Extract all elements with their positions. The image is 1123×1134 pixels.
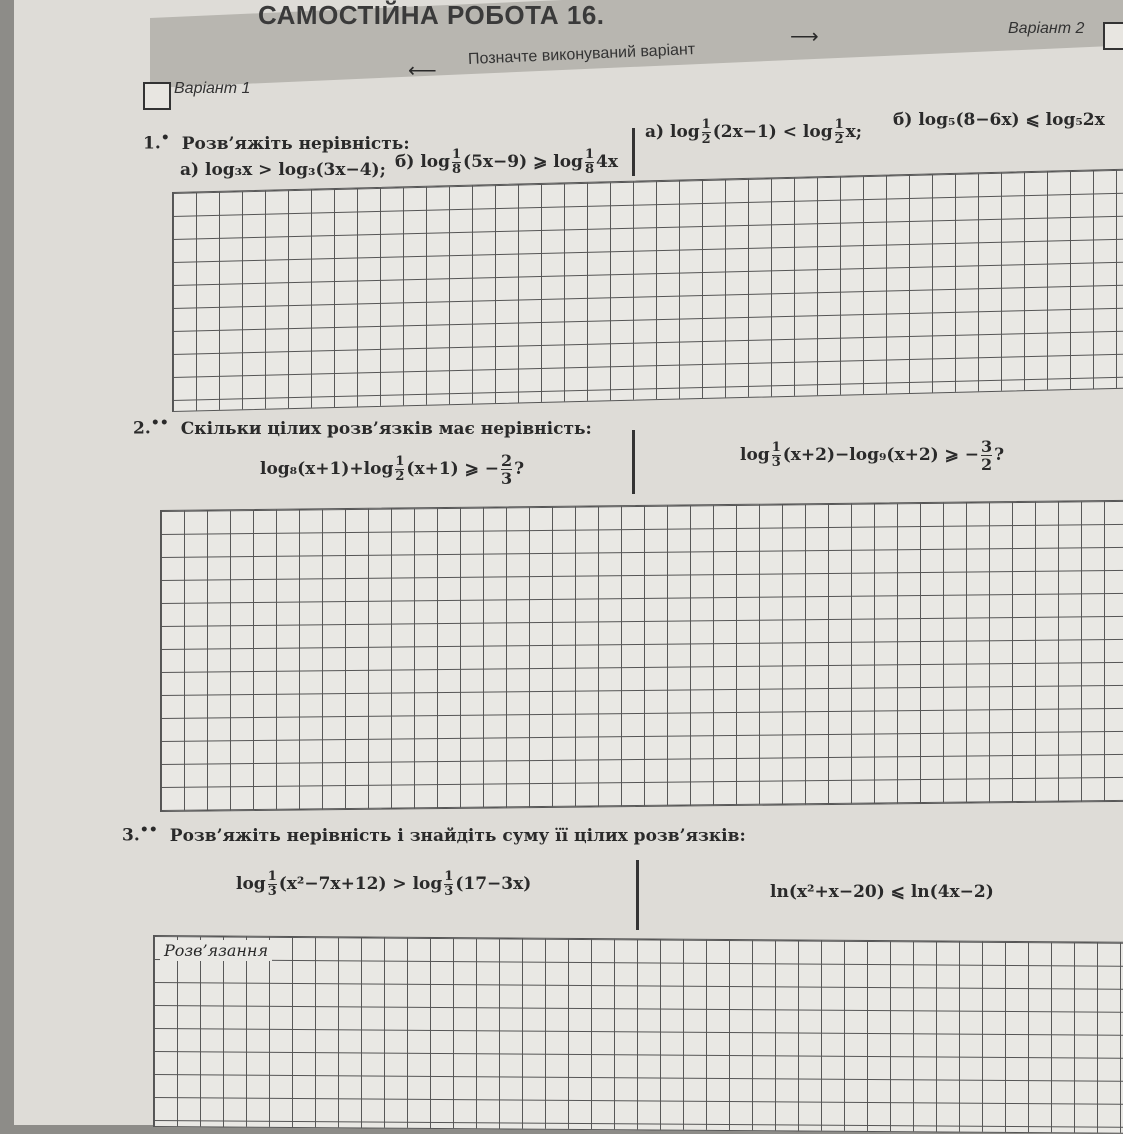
task1-v2-a-base2: $\frac{1}{2}$ bbox=[834, 117, 844, 147]
task1-prompt: Розв’яжіть нерівність: bbox=[181, 133, 410, 154]
variant2-checkbox[interactable] bbox=[1103, 22, 1123, 50]
task2-v1-mid: (x+1) ⩾ − bbox=[406, 459, 500, 479]
task3-v1-mid: (x²−7x+12) > log bbox=[278, 874, 443, 894]
task3-v1-base2: $\frac{1}{3}$ bbox=[444, 869, 454, 899]
task2-v1-formula bbox=[260, 452, 524, 487]
task2-heading bbox=[133, 415, 592, 439]
task3-divider bbox=[636, 860, 639, 930]
task3-v1-left: log bbox=[236, 874, 266, 894]
task2-v1-base: $\frac{1}{2}$ bbox=[395, 454, 405, 484]
task3-v1-right: (17−3x) bbox=[455, 874, 532, 894]
task3-v1-formula bbox=[236, 870, 531, 899]
task1-v1-b-left: log bbox=[420, 152, 450, 172]
task2-v1-end: ? bbox=[514, 459, 525, 479]
task1-v1-formula-a bbox=[180, 160, 386, 180]
task2-v2-fraction: $\frac{3}{2}$ bbox=[981, 437, 993, 474]
task1-v2-formula-b bbox=[893, 110, 1105, 130]
task3-v1-base: $\frac{1}{3}$ bbox=[267, 869, 277, 899]
task1-v2-formula-a bbox=[645, 118, 862, 147]
task2-v2-left: log bbox=[740, 445, 770, 465]
arrow-right-icon: ⟶ bbox=[790, 26, 819, 48]
task2-v2-end: ? bbox=[994, 445, 1005, 465]
task1-v2-a-right: x; bbox=[845, 122, 863, 142]
task3-answer-grid[interactable] bbox=[153, 935, 1123, 1134]
task2-divider bbox=[632, 430, 635, 494]
page-title: САМОСТІЙНА РОБОТА 16. bbox=[258, 0, 605, 30]
task1-answer-grid[interactable] bbox=[172, 169, 1123, 412]
task1-v1-formula-b bbox=[395, 148, 618, 177]
task1-v1-a: log₃x > log₃(3x−4); bbox=[204, 160, 386, 180]
task1-v2-b-prefix: б) bbox=[893, 110, 913, 130]
task3-prompt: Розв’яжіть нерівність і знайдіть суму її цілих розв’язків: bbox=[169, 825, 746, 846]
task3-level: •• bbox=[139, 822, 158, 838]
task2-number: 2. bbox=[133, 418, 151, 439]
task1-v2-a-left: log bbox=[669, 122, 700, 142]
task3-heading bbox=[122, 822, 746, 846]
task1-number: 1. bbox=[143, 133, 161, 154]
task3-v2-formula: ln(x²+x−20) ⩽ ln(4x−2) bbox=[770, 882, 994, 902]
task1-v2-b: log₅(8−6x) ⩽ log₅2x bbox=[918, 110, 1105, 130]
task1-v1-b-base2: $\frac{1}{8}$ bbox=[584, 147, 594, 177]
task1-v1-b-right: 4x bbox=[595, 152, 618, 172]
task2-v1-fraction: $\frac{2}{3}$ bbox=[501, 451, 513, 488]
task1-v1-b-prefix: б) bbox=[395, 152, 415, 172]
task2-v2-base: $\frac{1}{3}$ bbox=[771, 440, 781, 470]
variant-divider bbox=[632, 128, 635, 176]
variant-hint: Позначте виконуваний варіант bbox=[467, 41, 696, 68]
task1-v2-a-prefix: а) bbox=[645, 122, 665, 142]
task2-v2-formula bbox=[740, 438, 1004, 473]
variant1-checkbox[interactable] bbox=[143, 82, 171, 110]
task1-v2-a-base: $\frac{1}{2}$ bbox=[701, 117, 711, 147]
task1-v1-a-prefix: а) bbox=[180, 160, 200, 180]
arrow-left-icon: ⟵ bbox=[408, 60, 437, 82]
variant1-label: Варіант 1 bbox=[174, 80, 251, 97]
task2-v2-mid: (x+2)−log₉(x+2) ⩾ − bbox=[782, 445, 980, 465]
task2-v1-left: log₈(x+1)+log bbox=[260, 459, 394, 479]
task1-heading bbox=[143, 130, 410, 154]
task2-level: •• bbox=[150, 415, 169, 431]
task1-v1-b-base: $\frac{1}{8}$ bbox=[452, 147, 462, 177]
task3-number: 3. bbox=[122, 825, 140, 846]
task2-answer-grid[interactable] bbox=[160, 500, 1123, 812]
task1-v1-b-mid: (5x−9) ⩾ log bbox=[463, 152, 583, 172]
task1-level: • bbox=[160, 130, 170, 146]
solution-label: Розв’язання bbox=[160, 940, 272, 961]
task1-v2-a-mid: (2x−1) < log bbox=[712, 122, 833, 142]
variant2-label: Варіант 2 bbox=[1008, 20, 1085, 37]
task2-prompt: Скільки цілих розв’язків має нерівність: bbox=[180, 418, 592, 439]
